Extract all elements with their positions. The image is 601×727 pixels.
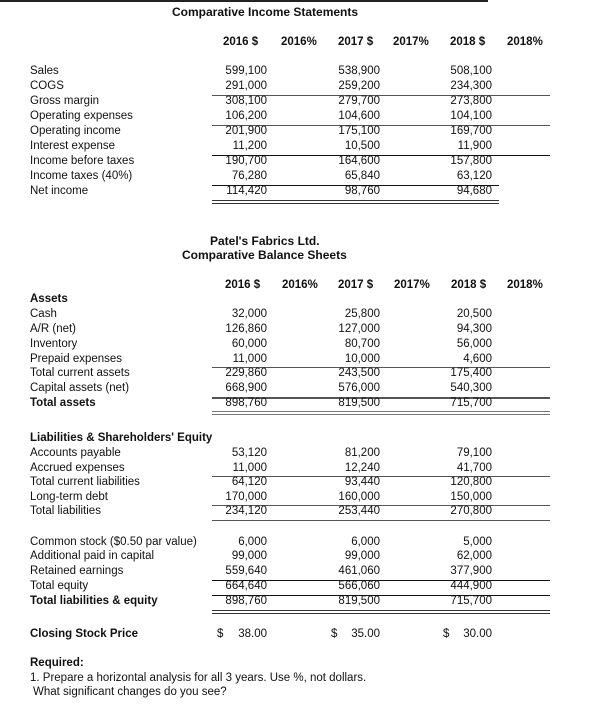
value-2018: 41,700 — [456, 462, 492, 474]
value-2017: 819,500 — [338, 397, 380, 409]
row-label: Operating expenses — [30, 110, 133, 122]
value-2018: 150,000 — [450, 491, 492, 503]
value-2018: 63,120 — [456, 170, 492, 182]
value-2017: 160,000 — [338, 491, 380, 503]
value-2017: 12,240 — [344, 462, 380, 474]
currency-symbol: $ — [443, 628, 450, 640]
row-label: Inventory — [30, 338, 78, 350]
col-header-2017-percent: 2017% — [394, 279, 430, 291]
value-2016: 308,100 — [225, 95, 267, 107]
value-2016: 32,000 — [231, 308, 267, 320]
value-2017: 98,760 — [344, 185, 380, 197]
row-label: Capital assets (net) — [30, 382, 130, 394]
row-label: Total current liabilities — [30, 476, 140, 488]
value-2016: 599,100 — [225, 65, 267, 77]
value-2017: 6,000 — [351, 536, 380, 548]
total-double-rule — [212, 200, 499, 204]
value-2017: 279,700 — [338, 95, 380, 107]
row-label: Income before taxes — [30, 155, 135, 167]
row-label: Interest expense — [30, 140, 116, 152]
value-2018: 62,000 — [456, 550, 492, 562]
value-2016: 11,000 — [232, 462, 267, 474]
row-label: Retained earnings — [30, 565, 124, 577]
stock-price-2016: 38.00 — [238, 628, 267, 640]
row-label: Operating income — [30, 125, 121, 137]
assets-heading: Assets — [30, 293, 68, 305]
value-2018: 4,600 — [463, 353, 492, 365]
row-label: Long-term debt — [30, 491, 108, 503]
value-2016: 11,200 — [232, 140, 267, 152]
value-2016: 64,120 — [231, 476, 267, 488]
row-label: Income taxes (40%) — [30, 170, 133, 182]
row-label: Total liabilities — [30, 505, 101, 517]
value-2017: 104,600 — [338, 110, 380, 122]
value-2017: 259,200 — [338, 80, 380, 92]
row-label: Net income — [30, 185, 89, 197]
value-2016: 291,000 — [225, 80, 267, 92]
value-2016: 6,000 — [238, 536, 267, 548]
value-2016: 898,760 — [225, 397, 267, 409]
required-question: What significant changes do you see? — [33, 686, 227, 698]
value-2018: 715,700 — [450, 397, 492, 409]
value-2017: 10,000 — [344, 353, 380, 365]
value-2018: 540,300 — [450, 382, 492, 394]
row-label: Total assets — [30, 397, 96, 409]
row-label: Additional paid in capital — [30, 550, 155, 562]
col-header-2018-dollars: 2018 $ — [450, 36, 486, 48]
row-label: Total current assets — [30, 367, 130, 379]
subtotal-rule — [212, 520, 550, 521]
value-2018: 56,000 — [456, 338, 492, 350]
value-2018: 20,500 — [456, 308, 492, 320]
value-2016: 114,420 — [226, 185, 267, 197]
value-2016: 898,760 — [225, 595, 267, 607]
value-2017: 80,700 — [344, 338, 380, 350]
value-2018: 104,100 — [450, 110, 492, 122]
value-2017: 93,440 — [344, 476, 380, 488]
value-2018: 94,680 — [456, 185, 492, 197]
value-2017: 576,000 — [338, 382, 380, 394]
col-header-2018-percent: 2018% — [507, 36, 543, 48]
col-header-2016-percent: 2016% — [281, 36, 317, 48]
value-2016: 126,860 — [225, 323, 267, 335]
value-2016: 53,120 — [231, 447, 267, 459]
value-2016: 11,000 — [232, 353, 267, 365]
value-2016: 60,000 — [231, 338, 267, 350]
row-label: Total liabilities & equity — [30, 595, 158, 607]
value-2018: 444,900 — [450, 580, 492, 592]
value-2016: 99,000 — [231, 550, 267, 562]
row-label: COGS — [30, 80, 64, 92]
top-border-line — [0, 0, 488, 2]
row-label: Common stock ($0.50 par value) — [30, 536, 197, 548]
value-2016: 106,200 — [225, 110, 267, 122]
row-label: Total equity — [30, 580, 89, 592]
value-2018: 377,900 — [450, 565, 492, 577]
value-2017: 25,800 — [344, 308, 380, 320]
value-2016: 170,000 — [225, 491, 267, 503]
row-label: Gross margin — [30, 95, 100, 107]
value-2017: 253,440 — [338, 505, 380, 517]
value-2018: 175,400 — [450, 367, 492, 379]
col-header-2018-percent: 2018% — [507, 279, 543, 291]
row-label: Accounts payable — [30, 447, 121, 459]
row-label: Accrued expenses — [30, 462, 125, 474]
col-header-2017-dollars: 2017 $ — [338, 279, 374, 291]
row-label: Cash — [30, 308, 57, 320]
col-header-2016-dollars: 2016 $ — [223, 36, 259, 48]
currency-symbol: $ — [331, 628, 338, 640]
value-2018: 270,800 — [450, 505, 492, 517]
value-2018: 273,800 — [450, 95, 492, 107]
value-2017: 164,600 — [338, 155, 380, 167]
value-2018: 157,800 — [450, 155, 492, 167]
col-header-2017-dollars: 2017 $ — [338, 36, 374, 48]
value-2018: 234,300 — [450, 80, 492, 92]
value-2017: 99,000 — [344, 550, 380, 562]
required-heading: Required: — [30, 657, 84, 669]
value-2016: 664,640 — [225, 580, 267, 592]
value-2016: 229,860 — [225, 367, 267, 379]
value-2016: 201,900 — [225, 125, 267, 137]
col-header-2016-dollars: 2016 $ — [225, 279, 261, 291]
currency-symbol: $ — [217, 628, 224, 640]
value-2018: 508,100 — [450, 65, 492, 77]
row-label: Sales — [30, 65, 59, 77]
value-2018: 120,800 — [450, 476, 492, 488]
row-label: A/R (net) — [30, 323, 77, 335]
value-2016: 234,120 — [225, 505, 267, 517]
total-double-rule — [212, 610, 550, 614]
income-statement-title: Comparative Income Statements — [172, 5, 359, 19]
value-2017: 819,500 — [338, 595, 380, 607]
value-2016: 76,280 — [231, 170, 267, 182]
value-2017: 243,500 — [338, 367, 380, 379]
value-2017: 65,840 — [344, 170, 380, 182]
value-2017: 566,060 — [338, 580, 380, 592]
value-2017: 538,900 — [338, 65, 380, 77]
value-2017: 10,500 — [344, 140, 380, 152]
company-name: Patel's Fabrics Ltd. — [210, 234, 320, 248]
liabilities-heading: Liabilities & Shareholders' Equity — [30, 432, 213, 444]
value-2018: 11,900 — [457, 140, 492, 152]
value-2018: 5,000 — [463, 536, 492, 548]
value-2017: 81,200 — [344, 447, 380, 459]
required-instruction: 1. Prepare a horizontal analysis for all 3 years. Use %, not dollars. — [30, 672, 367, 684]
value-2018: 715,700 — [450, 595, 492, 607]
row-label: Prepaid expenses — [30, 353, 123, 365]
value-2018: 169,700 — [450, 125, 492, 137]
col-header-2016-percent: 2016% — [282, 279, 318, 291]
value-2017: 127,000 — [338, 323, 380, 335]
value-2016: 668,900 — [225, 382, 267, 394]
stock-price-2018: 30.00 — [463, 628, 492, 640]
value-2017: 461,060 — [338, 565, 380, 577]
total-double-rule — [212, 411, 550, 415]
value-2018: 79,100 — [456, 447, 492, 459]
value-2016: 559,640 — [225, 565, 267, 577]
value-2016: 190,700 — [225, 155, 267, 167]
value-2018: 94,300 — [456, 323, 492, 335]
stock-price-2017: 35.00 — [351, 628, 380, 640]
col-header-2017-percent: 2017% — [393, 36, 429, 48]
balance-sheet-title: Comparative Balance Sheets — [182, 248, 347, 262]
col-header-2018-dollars: 2018 $ — [451, 279, 487, 291]
stock-price-label: Closing Stock Price — [30, 628, 139, 640]
value-2017: 175,100 — [338, 125, 380, 137]
